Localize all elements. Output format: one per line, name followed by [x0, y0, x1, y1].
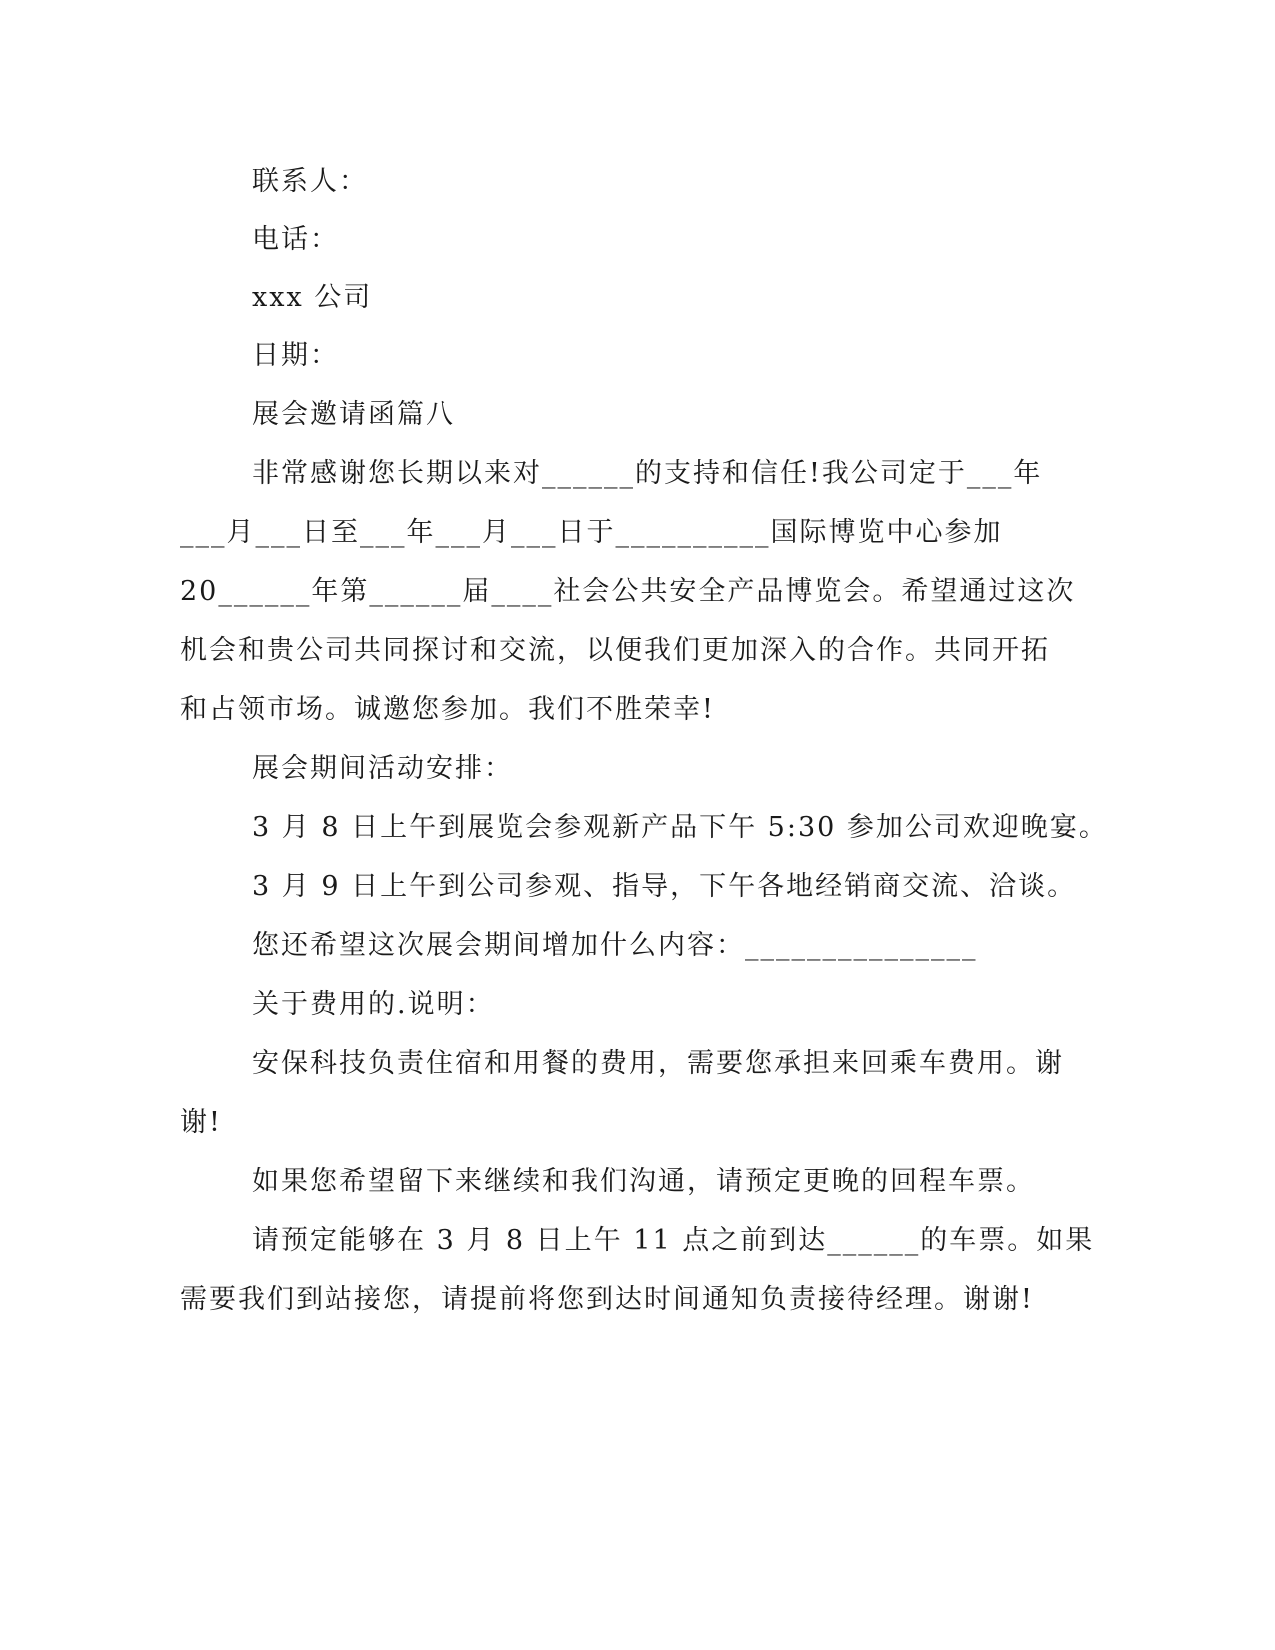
- paragraph1-line: 机会和贵公司共同探讨和交流，以便我们更加深入的合作。共同开拓: [180, 635, 1050, 666]
- date-label: 日期：: [252, 340, 339, 371]
- paragraph1-line: 和占领市场。诚邀您参加。我们不胜荣幸!: [180, 694, 715, 725]
- contact-label: 联系人：: [252, 166, 368, 197]
- activity-day2: 3 月 9 日上午到公司参观、指导，下午各地经销商交流、洽谈。: [252, 871, 1077, 902]
- booking-text-line: 请预定能够在 3 月 8 日上午 11 点之前到达______的车票。如果: [252, 1225, 1095, 1256]
- activities-title: 展会期间活动安排：: [252, 753, 513, 784]
- booking-text-line: 需要我们到站接您，请提前将您到达时间通知负责接待经理。谢谢!: [180, 1284, 1034, 1315]
- fee-text-line: 谢!: [180, 1107, 222, 1138]
- paragraph1-line: ___月___日至___年___月___日于__________国际博览中心参加: [180, 517, 1003, 548]
- paragraph1-line: 20______年第______届____社会公共安全产品博览会。希望通过这次: [180, 576, 1076, 607]
- company-name: xxx 公司: [252, 282, 373, 313]
- stay-text: 如果您希望留下来继续和我们沟通，请预定更晚的回程车票。: [252, 1166, 1035, 1197]
- fee-title: 关于费用的.说明：: [252, 989, 495, 1020]
- fee-text-line: 安保科技负责住宿和用餐的费用，需要您承担来回乘车费用。谢: [252, 1048, 1064, 1079]
- activity-day1: 3 月 8 日上午到展览会参观新产品下午 5:30 参加公司欢迎晚宴。: [252, 812, 1108, 843]
- wish-question: 您还希望这次展会期间增加什么内容：_______________: [252, 930, 978, 961]
- section-title: 展会邀请函篇八: [252, 399, 455, 430]
- phone-label: 电话：: [252, 224, 339, 255]
- paragraph1-line: 非常感谢您长期以来对______的支持和信任!我公司定于___年: [252, 458, 1043, 489]
